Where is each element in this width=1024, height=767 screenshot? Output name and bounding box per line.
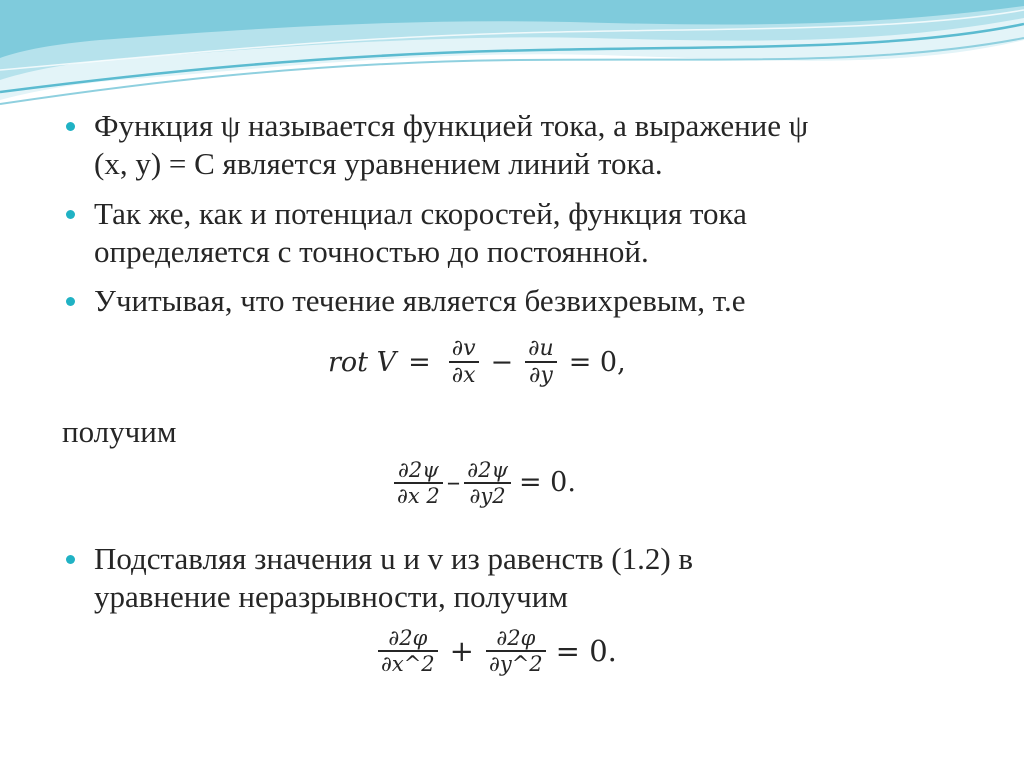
eq3-f2-num: ∂2φ xyxy=(496,626,536,650)
eq1-lhs: rot V xyxy=(328,346,397,378)
eq1-f2-num: ∂u xyxy=(528,336,554,361)
eq3-rhs: = 0. xyxy=(555,633,617,668)
eq1-minus: − xyxy=(490,346,514,378)
eq2-f1-num: ∂2ψ xyxy=(398,458,439,482)
eq1-f2-den: ∂y xyxy=(529,362,553,388)
eq1-rhs: = 0, xyxy=(568,346,626,378)
eq1-f1-den: ∂x xyxy=(451,362,476,388)
eq3-fraction-1 xyxy=(378,626,438,676)
eq2-f2-den: ∂y2 xyxy=(469,483,506,508)
eq1-f1-num: ∂v xyxy=(451,336,476,361)
bullet2-line2: определяется с точностью до постоянной. xyxy=(94,234,649,269)
equation-stream-laplace xyxy=(392,458,582,508)
equation-rot-v xyxy=(328,336,632,388)
bullet1-line2: (x, y) = С является уравнением линий тока. xyxy=(94,146,663,181)
bullet3-line1: Учитывая, что течение является безвихревым, т.е xyxy=(94,283,746,318)
eq3-fraction-2 xyxy=(486,626,546,676)
eq2-f1-den: ∂x 2 xyxy=(397,483,440,508)
bullet-dot-4 xyxy=(66,555,75,564)
eq2-rhs: = 0. xyxy=(518,467,576,499)
eq3-f1-num: ∂2φ xyxy=(388,626,428,650)
eq1-equals: = xyxy=(408,346,431,378)
eq2-fraction-2 xyxy=(464,458,511,508)
bullet4-line1: Подставляя значения u и v из равенств (1.2) в xyxy=(94,541,694,576)
bullet-dot-1 xyxy=(66,122,75,131)
eq2-minus: – xyxy=(446,467,461,499)
eq3-f2-den: ∂y^2 xyxy=(488,651,543,676)
text-poluchim: получим xyxy=(62,414,177,449)
bullet2-line1: Так же, как и потенциал скоростей, функция тока xyxy=(94,196,747,231)
header-wave-decoration xyxy=(0,0,1024,120)
bullet4-line2: уравнение неразрывности, получим xyxy=(94,579,568,614)
eq1-fraction-du-dy xyxy=(525,336,557,388)
bullet1-line1: Функция ψ называется функцией тока, а выражение ψ xyxy=(94,108,809,143)
eq2-f2-num: ∂2ψ xyxy=(467,458,508,482)
eq1-fraction-dv-dx xyxy=(449,336,479,388)
equation-potential-laplace xyxy=(374,626,623,676)
eq3-plus: + xyxy=(449,633,474,668)
eq3-f1-den: ∂x^2 xyxy=(381,651,435,676)
bullet-dot-2 xyxy=(66,210,75,219)
bullet-dot-3 xyxy=(66,297,75,306)
eq2-fraction-1 xyxy=(394,458,443,508)
